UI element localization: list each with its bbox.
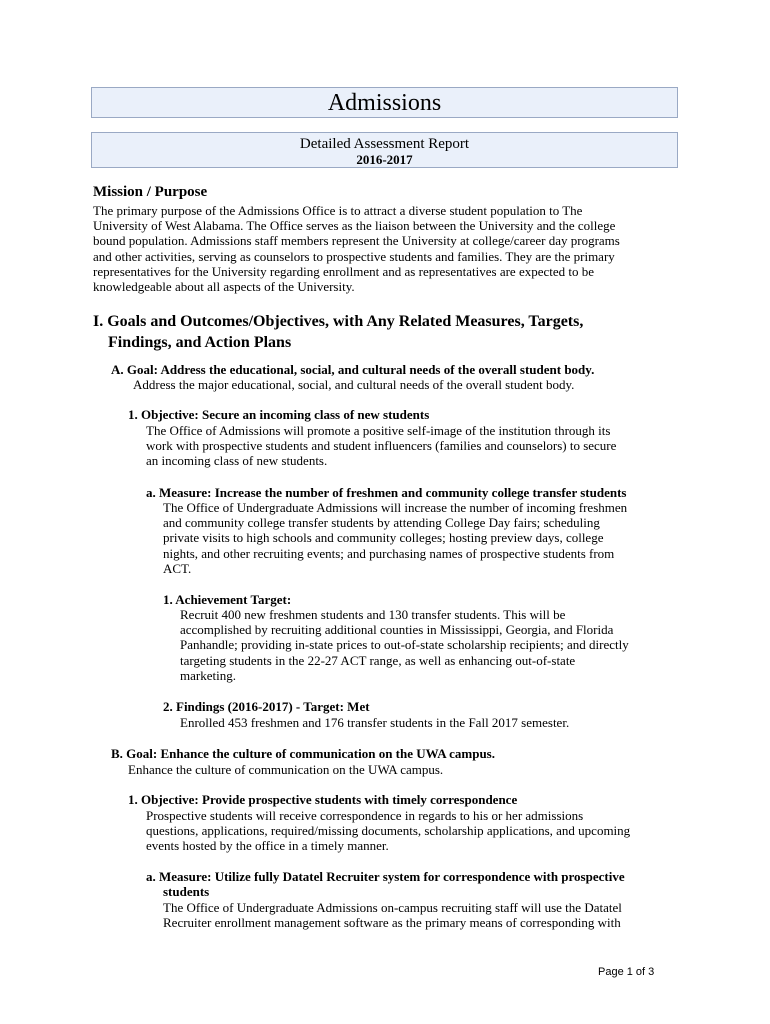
objective-line: events hosted by the office in a timely manner. <box>146 838 389 854</box>
objective-b1-text <box>146 808 630 854</box>
page-number: Page 1 of 3 <box>598 966 655 978</box>
goal-a-text: Address the major educational, social, and cultural needs of the overall student body. <box>133 377 575 392</box>
mission-line: representatives for the University regarding enrollment and as representatives are expected to be <box>93 263 595 279</box>
objective-b1-heading: 1. Objective: Provide prospective students with timely correspondence <box>128 792 518 807</box>
goal-a-heading: A. Goal: Address the educational, social, and cultural needs of the overall student body. <box>111 362 595 377</box>
target-line: marketing. <box>180 667 236 683</box>
measure-b-text <box>163 900 622 930</box>
title-banner <box>91 87 678 118</box>
findings-text: Enrolled 453 freshmen and 176 transfer students in the Fall 2017 semester. <box>180 715 570 730</box>
report-year: 2016-2017 <box>356 152 413 167</box>
objective-line: work with prospective students and student influencers (families and counselors) to secure <box>146 438 617 454</box>
measure-b-heading <box>146 869 625 899</box>
findings-heading: 2. Findings (2016-2017) - Target: Met <box>163 699 370 714</box>
measure-line: and community college transfer students by attending College Day fairs; scheduling <box>163 515 600 531</box>
achievement-target-text <box>180 607 629 683</box>
mission-line: The primary purpose of the Admissions Office is to attract a diverse student population to The <box>93 203 583 218</box>
measure-line: Recruiter enrollment management software as the primary means of corresponding with <box>163 915 621 931</box>
section-heading-line: I. Goals and Outcomes/Objectives, with Any Related Measures, Targets, <box>93 313 584 330</box>
goal-b-text: Enhance the culture of communication on the UWA campus. <box>128 762 444 777</box>
mission-paragraph <box>93 203 683 294</box>
objective-line: The Office of Admissions will promote a positive self-image of the institution through its <box>146 423 611 438</box>
objective-line: questions, applications, required/missing documents, scholarship applications, and upcoming <box>146 823 631 839</box>
target-line: Recruit 400 new freshmen students and 130 transfer students. This will be <box>180 607 566 622</box>
mission-line: bound population. Admissions staff members represent the University at college/career day programs <box>93 233 620 249</box>
page-title: Admissions <box>327 90 442 116</box>
measure-line: private visits to high schools and community colleges; hosting preview days, college <box>163 530 604 546</box>
achievement-target-heading: 1. Achievement Target: <box>163 592 292 607</box>
measure-a-heading: a. Measure: Increase the number of freshmen and community college transfer students <box>146 485 627 500</box>
mission-heading: Mission / Purpose <box>93 184 208 200</box>
mission-line: University of West Alabama. The Office serves as the liaison between the University and the college <box>93 218 616 234</box>
objective-a1-heading: 1. Objective: Secure an incoming class of new students <box>128 407 430 422</box>
measure-line: The Office of Undergraduate Admissions on-campus recruiting staff will use the Datatel <box>163 900 622 915</box>
goal-b-heading: B. Goal: Enhance the culture of communication on the UWA campus. <box>111 746 495 761</box>
measure-line: nights, and other recruiting events; and purchasing names of prospective students from <box>163 545 615 561</box>
report-title: Detailed Assessment Report <box>299 136 470 152</box>
objective-line: an incoming class of new students. <box>146 453 328 469</box>
target-line: targeting students in the 22-27 ACT range, as well as enhancing out-of-state <box>180 652 576 668</box>
target-line: accomplished by recruiting additional counties in Mississippi, Georgia, and Florida <box>180 622 614 638</box>
measure-heading-line: students <box>163 884 210 900</box>
report-banner <box>91 132 678 168</box>
measure-a-text <box>163 500 627 576</box>
measure-line: The Office of Undergraduate Admissions will increase the number of incoming freshmen <box>163 500 628 515</box>
mission-line: knowledgeable about all aspects of the University. <box>93 279 355 295</box>
section-heading <box>93 311 583 353</box>
section-heading-line: Findings, and Action Plans <box>108 334 292 351</box>
measure-heading-line: a. Measure: Utilize fully Datatel Recruiter system for correspondence with prospective <box>146 869 625 884</box>
measure-line: ACT. <box>163 560 192 576</box>
mission-line: and other activities, serving as counselors to prospective students and families. They are the primary <box>93 248 615 264</box>
target-line: Panhandle; providing in-state prices to out-of-state scholarship recipients; and directly <box>180 637 629 653</box>
objective-line: Prospective students will receive correspondence in regards to his or her admissions <box>146 808 584 823</box>
objective-a1-text <box>146 423 616 469</box>
